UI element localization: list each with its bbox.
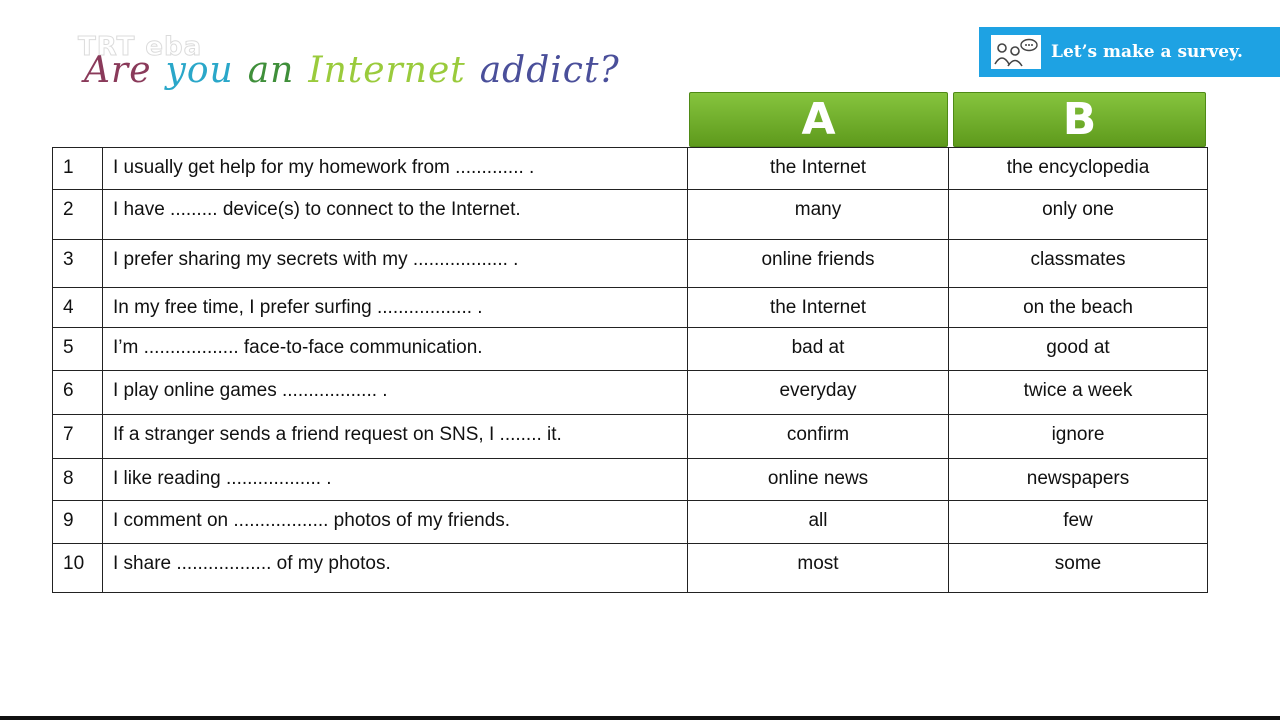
table-row — [53, 288, 1208, 328]
title-word: an — [247, 50, 295, 91]
title-word: addict? — [479, 50, 620, 91]
option-b: newspapers — [949, 459, 1208, 501]
row-statement: I play online games .................. . — [103, 371, 688, 415]
row-statement: I have ......... device(s) to connect to the Internet. — [103, 190, 688, 240]
page-title — [84, 50, 620, 91]
option-b: on the beach — [949, 288, 1208, 328]
table-row — [53, 544, 1208, 593]
title-word: Are — [84, 50, 152, 91]
bottom-bar — [0, 716, 1280, 720]
option-b: some — [949, 544, 1208, 593]
option-b: classmates — [949, 240, 1208, 288]
row-statement: I usually get help for my homework from ............. . — [103, 148, 688, 190]
row-number: 6 — [53, 371, 103, 415]
column-header-a: A — [689, 92, 948, 147]
row-number: 8 — [53, 459, 103, 501]
table-row — [53, 371, 1208, 415]
row-number: 5 — [53, 328, 103, 371]
row-number: 9 — [53, 501, 103, 544]
option-b: the encyclopedia — [949, 148, 1208, 190]
row-statement: I comment on .................. photos of my friends. — [103, 501, 688, 544]
table-row — [53, 328, 1208, 371]
option-b: ignore — [949, 415, 1208, 459]
option-b: good at — [949, 328, 1208, 371]
option-a: many — [688, 190, 949, 240]
survey-banner — [979, 27, 1280, 77]
row-statement: I prefer sharing my secrets with my .................. . — [103, 240, 688, 288]
option-b: only one — [949, 190, 1208, 240]
option-a: all — [688, 501, 949, 544]
row-number: 4 — [53, 288, 103, 328]
row-statement: I like reading .................. . — [103, 459, 688, 501]
option-a: online friends — [688, 240, 949, 288]
watermark-logo: TRT eba — [78, 32, 203, 62]
table-row — [53, 148, 1208, 190]
row-number: 7 — [53, 415, 103, 459]
option-a: most — [688, 544, 949, 593]
row-number: 1 — [53, 148, 103, 190]
title-word: you — [165, 50, 234, 91]
table-row — [53, 415, 1208, 459]
option-a: online news — [688, 459, 949, 501]
column-header-b: B — [953, 92, 1206, 147]
option-a: bad at — [688, 328, 949, 371]
option-a: confirm — [688, 415, 949, 459]
option-a: the Internet — [688, 288, 949, 328]
title-word: Internet — [308, 50, 466, 91]
table-row — [53, 459, 1208, 501]
survey-table — [52, 147, 1208, 593]
people-chat-icon — [991, 35, 1041, 69]
row-statement: If a stranger sends a friend request on SNS, I ........ it. — [103, 415, 688, 459]
survey-banner-label: Let’s make a survey. — [1051, 42, 1243, 62]
table-row — [53, 190, 1208, 240]
option-b: twice a week — [949, 371, 1208, 415]
row-statement: I share .................. of my photos. — [103, 544, 688, 593]
row-statement: In my free time, I prefer surfing .................. . — [103, 288, 688, 328]
row-number: 3 — [53, 240, 103, 288]
option-b: few — [949, 501, 1208, 544]
row-number: 2 — [53, 190, 103, 240]
row-number: 10 — [53, 544, 103, 593]
option-a: everyday — [688, 371, 949, 415]
table-row — [53, 240, 1208, 288]
table-row — [53, 501, 1208, 544]
option-a: the Internet — [688, 148, 949, 190]
row-statement: I’m .................. face-to-face communication. — [103, 328, 688, 371]
